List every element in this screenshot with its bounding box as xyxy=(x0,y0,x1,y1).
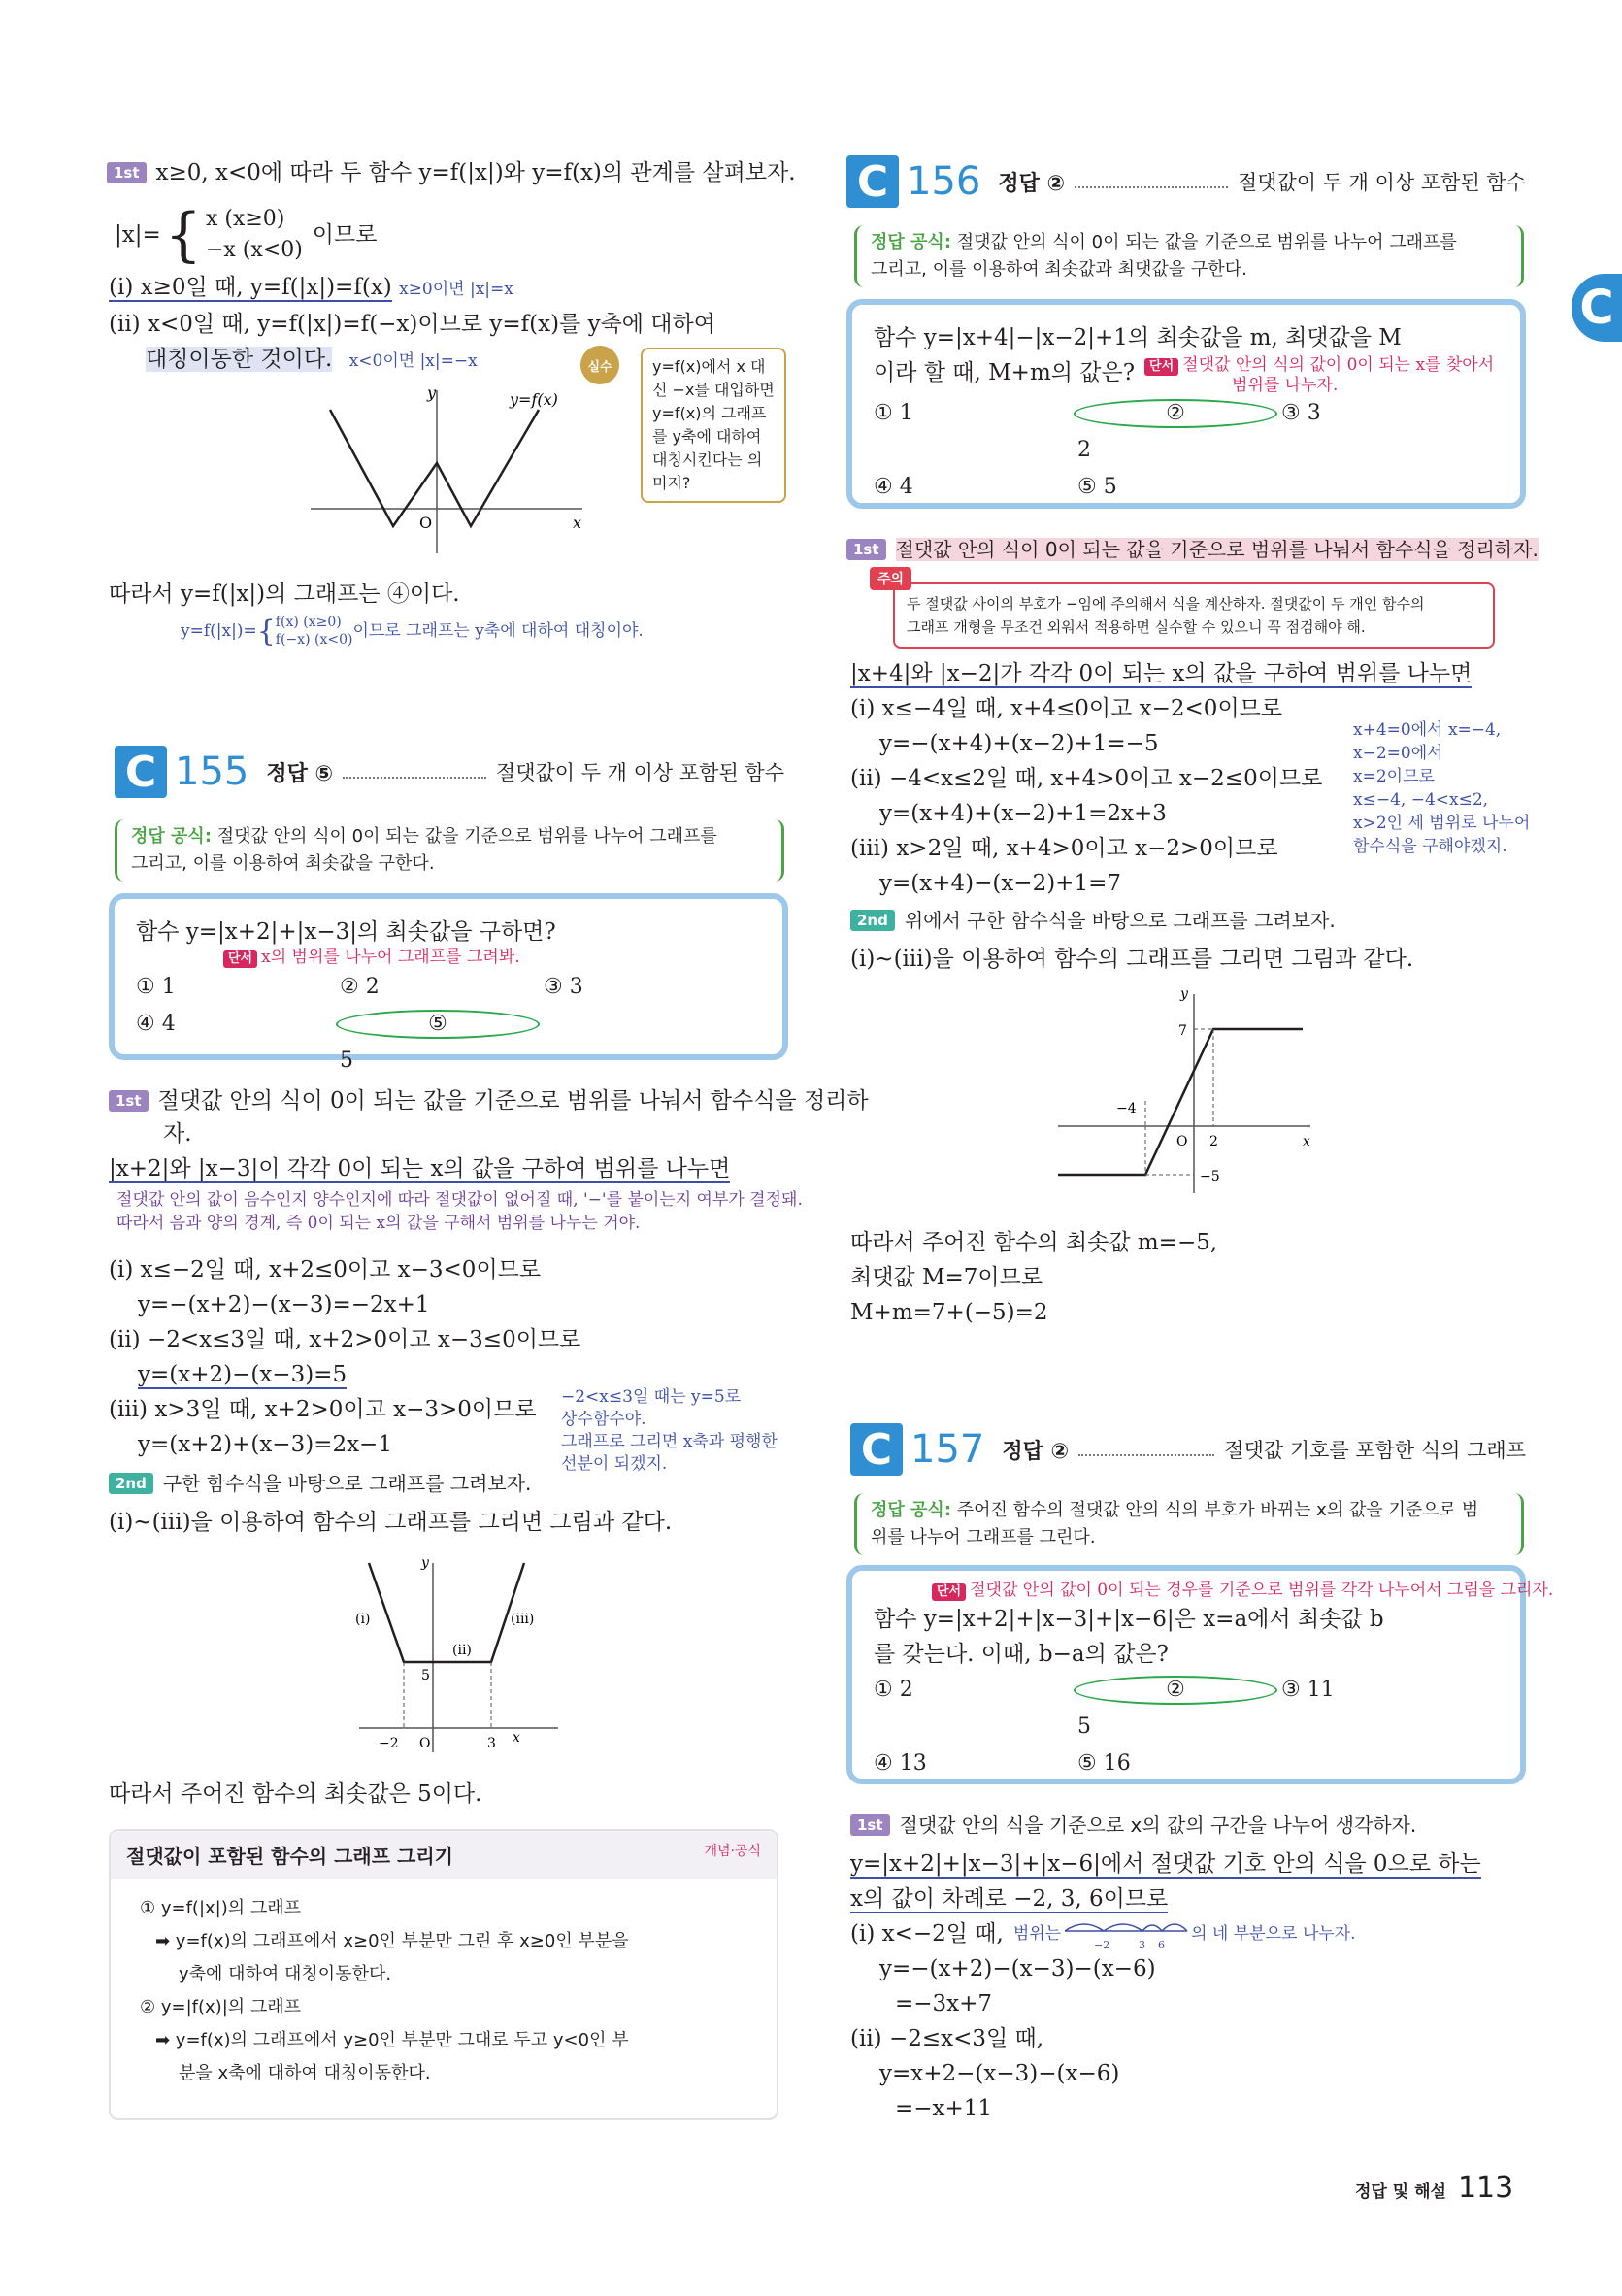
concept-box: 절댓값이 포함된 함수의 그래프 그리기 개념·공식 ① y=f(|x|)의 그래프 ➡ y=f(x)의 그래프에서 x≥0인 부분만 그린 후 x≥0인 부분을 y축에 대하여 대칭이동한다. ② y=|f(x)|의 그래프 ➡ y=f(x)의 그래프에서 y≥0인 부분만 그대로 두고 y<0인 부 분을 x축에 대하여 대칭이동한다. xyxy=(109,1829,778,2120)
case-ii: (ii) x<0일 때, y=f(|x|)=f(−x)이므로 y=f(x)를 y축에 대하여 xyxy=(109,312,715,337)
q157-option-5[interactable]: ⑤ 16 xyxy=(1077,1751,1131,1776)
g1-fx-label: y=f(x) xyxy=(510,390,558,409)
q155-case-iii-eq: y=(x+2)+(x−3)=2x−1 xyxy=(138,1432,392,1457)
q155-case-i-eq: y=−(x+2)−(x−3)=−2x+1 xyxy=(138,1292,430,1317)
q156-s2-a: (i)~(iii)을 이용하여 함수의 그래프를 그리면 그림과 같다. xyxy=(850,947,1414,972)
q157-option-4[interactable]: ④ 13 xyxy=(874,1751,927,1776)
q157-options-row1 xyxy=(874,1672,1499,1746)
p1-conc-note: y=f(|x|)= { f(x) (x≥0) f(−x) (x<0) 이므로 그래프는 y축에 대하여 대칭이야. xyxy=(181,614,644,649)
chapter-tab: C xyxy=(1572,274,1622,342)
q156-s1-a: |x+4|와 |x−2|가 각각 0이 되는 x의 값을 구하여 범위를 나누면 xyxy=(850,661,1473,686)
q156-options-row1 xyxy=(874,395,1499,469)
g155-origin: O xyxy=(419,1736,431,1751)
concept-tag: 개념·공식 xyxy=(704,1844,761,1859)
g156-ylabel: y xyxy=(1180,986,1188,1002)
g1-ylabel: y xyxy=(427,383,437,402)
q155-question: 함수 y=|x+2|+|x−3|의 최솟값을 구하면? xyxy=(136,919,556,945)
answer-check-icon: ② xyxy=(1074,1676,1277,1705)
q156-conc-c: M+m=7+(−5)=2 xyxy=(850,1300,1048,1325)
q156-s1: 1st 절댓값 안의 식이 0이 되는 값을 기준으로 범위를 나눠서 함수식을 정리하자. xyxy=(846,532,1539,567)
q157-s1-a: y=|x+2|+|x−3|+|x−6|에서 절댓값 기호 안의 식을 0으로 하는 xyxy=(850,1851,1481,1877)
q155-conclusion: 따라서 주어진 함수의 최솟값은 5이다. xyxy=(109,1781,482,1807)
q157-s1-b: x의 값이 차례로 −2, 3, 6이므로 xyxy=(850,1886,1169,1912)
q155-case-iii: (iii) x>3일 때, x+2>0이고 x−3>0이므로 xyxy=(109,1397,537,1422)
q156-question-box: 함수 y=|x+4|−|x−2|+1의 최솟값을 m, 최댓값을 M 이라 할 때, M+m의 값은? 단서 절댓값 안의 식의 값이 0이 되는 x를 찾아서 범위를 나누자. ① 1 ②2 ③ 3 ④ 4 ⑤ 5 xyxy=(846,299,1526,509)
concept-title: 절댓값이 포함된 함수의 그래프 그리기 xyxy=(126,1845,453,1868)
g155-ii: (ii) xyxy=(452,1643,472,1658)
graph-156 xyxy=(1048,984,1330,1198)
q157-case-ii-eq2: =−x+11 xyxy=(895,2096,993,2121)
answer-check-icon: ② xyxy=(1074,399,1277,428)
page-footer xyxy=(1355,2171,1513,2205)
tip-box: y=f(x)에서 x 대신 −x를 대입하면 y=f(x)의 그래프를 y축에 대하여 대칭시킨다는 의미지? xyxy=(641,348,786,503)
q155-option-2[interactable]: ② 2 xyxy=(340,975,380,999)
q157-formula: 정답 공식: 주어진 함수의 절댓값 안의 식의 부호가 바뀌는 x의 값을 기준으로 범 위를 나누어 그래프를 그린다. xyxy=(854,1493,1524,1555)
q156-options-row2 xyxy=(874,469,1499,506)
g155-3: 3 xyxy=(487,1736,496,1751)
section-c-icon: C xyxy=(850,1423,903,1476)
g155-five: 5 xyxy=(421,1668,430,1683)
q156-side-note: x+4=0에서 x=−4, x−2=0에서 x=2이므로 x≤−4, −4<x≤2, x>2인 세 범위로 나누어 함수식을 구해야겠지. xyxy=(1353,720,1531,856)
case-ii-b: 대칭이동한 것이다. x<0이면 |x|=−x xyxy=(146,347,478,372)
q156-case-iii-eq: y=(x+4)−(x−2)+1=7 xyxy=(879,871,1121,896)
q156-header: C 156 정답 ② 절댓값이 두 개 이상 포함된 함수 xyxy=(846,151,1526,212)
range-m2: −2 xyxy=(1094,1939,1110,1950)
q157-case-i-eq2: =−3x+7 xyxy=(895,1991,993,2016)
g156-origin: O xyxy=(1176,1134,1188,1149)
section-c-icon: C xyxy=(846,155,899,208)
intro-line: 1st x≥0, x<0에 따라 두 함수 y=f(|x|)와 y=f(x)의 관계를 살펴보자. xyxy=(107,155,786,190)
abs-def: |x|= { x (x≥0) −x (x<0) 이므로 xyxy=(115,201,378,269)
answer-check-icon: ⑤ xyxy=(336,1010,540,1039)
g156-two: 2 xyxy=(1209,1134,1218,1149)
q156-warning: 두 절댓값 사이의 부호가 −임에 주의해서 식을 계산하자. 절댓값이 두 개인 함수의 그래프 개형을 무조건 외워서 적용하면 실수할 수 있으니 꼭 점검해야 해. xyxy=(893,582,1495,649)
q156-option-5[interactable]: ⑤ 5 xyxy=(1077,475,1117,499)
q155-option-4[interactable]: ④ 4 xyxy=(136,1012,176,1036)
page-number: 113 xyxy=(1457,2171,1514,2205)
q156-case-iii: (iii) x>2일 때, x+4>0이고 x−2>0이므로 xyxy=(850,836,1278,861)
p1-conclusion: 따라서 y=f(|x|)의 그래프는 ④이다. xyxy=(109,582,460,607)
q155-note-a: 절댓값 안의 값이 음수인지 양수인지에 따라 절댓값이 없어질 때, '−'를 붙이는지 여부가 결정돼. xyxy=(116,1190,803,1210)
q155-case-ii-eq: y=(x+2)−(x−3)=5 xyxy=(138,1362,348,1387)
q155-s1-b: 자. xyxy=(163,1121,192,1147)
q155-formula: 정답 공식: 절댓값 안의 식이 0이 되는 값을 기준으로 범위를 나누어 그래프를 그리고, 이를 이용하여 최솟값을 구한다. xyxy=(115,819,784,882)
q156-case-i: (i) x≤−4일 때, x+4≤0이고 x−2<0이므로 xyxy=(850,696,1283,721)
q155-s1-a: |x+2|와 |x−3|이 각각 0이 되는 x의 값을 구하여 범위를 나누면 xyxy=(109,1156,731,1181)
q157-question-box: 단서 절댓값 안의 값이 0이 되는 경우를 기준으로 범위를 각각 나누어서 그림을 그리자. 함수 y=|x+2|+|x−3|+|x−6|은 x=a에서 최솟값 b 를 갖는다. 이때, b−a의 값은? ① 2 ②5 ③ 11 ④ 13 ⑤ 16 xyxy=(846,1565,1526,1784)
q157-option-1[interactable]: ① 2 xyxy=(874,1678,913,1702)
g156-xlabel: x xyxy=(1303,1134,1310,1149)
g155-xlabel: x xyxy=(513,1730,520,1746)
warn-label: 주의 xyxy=(870,567,911,590)
g156-seven: 7 xyxy=(1178,1023,1187,1039)
q157-option-2[interactable]: ②5 xyxy=(1077,1672,1281,1746)
q155-case-ii: (ii) −2<x≤3일 때, x+2>0이고 x−3≤0이므로 xyxy=(109,1327,581,1352)
q157-s1: 1st 절댓값 안의 식을 기준으로 x의 값의 구간을 나누어 생각하자. xyxy=(850,1808,1416,1843)
q155-option-5[interactable]: ⑤5 xyxy=(340,1006,544,1080)
q156-conc-b: 최댓값 M=7이므로 xyxy=(850,1265,1043,1290)
q156-s2: 2nd 위에서 구한 함수식을 바탕으로 그래프를 그려보자. xyxy=(850,903,1336,938)
q155-s2-a: (i)~(iii)을 이용하여 함수의 그래프를 그리면 그림과 같다. xyxy=(109,1510,673,1535)
q156-option-4[interactable]: ④ 4 xyxy=(874,475,913,499)
q155-options-row2 xyxy=(136,1006,761,1080)
q156-case-ii-eq: y=(x+4)+(x−2)+1=2x+3 xyxy=(879,801,1167,826)
q157-case-ii-eq: y=x+2−(x−3)−(x−6) xyxy=(879,2061,1120,2086)
range-3: 3 xyxy=(1139,1939,1146,1950)
q157-case-i: (i) x<−2일 때, 범위는 −2 3 6 의 네 부분으로 나누자. xyxy=(850,1916,1356,1951)
q156-conc-a: 따라서 주어진 함수의 최솟값 m=−5, xyxy=(850,1230,1218,1255)
range-6: 6 xyxy=(1158,1939,1166,1950)
g156-m4: −4 xyxy=(1116,1101,1137,1116)
q157-options-row2 xyxy=(874,1746,1499,1782)
range-arc-diagram xyxy=(1063,1917,1189,1950)
g1-xlabel: x xyxy=(573,514,582,532)
q156-case-i-eq: y=−(x+4)+(x−2)+1=−5 xyxy=(879,731,1159,756)
step-badge: 1st xyxy=(107,162,147,183)
q155-side-note: −2<x≤3일 때는 y=5로 상수함수야. 그래프로 그리면 x축과 평행한 선분이 되겠지. xyxy=(561,1387,778,1474)
q157-question-b: 를 갖는다. 이때, b−a의 값은? xyxy=(874,1642,1169,1667)
q155-option-3[interactable]: ③ 3 xyxy=(544,975,583,999)
graph-155 xyxy=(340,1553,573,1759)
q156-option-1[interactable]: ① 1 xyxy=(874,401,913,425)
q155-question-box: 함수 y=|x+2|+|x−3|의 최솟값을 구하면? 단서 x의 범위를 나누어 그래프를 그려봐. ① 1 ② 2 ③ 3 ④ 4 ⑤5 xyxy=(109,893,788,1060)
q157-option-3[interactable]: ③ 11 xyxy=(1281,1678,1335,1702)
footer-label: 정답 및 해설 xyxy=(1355,2182,1446,2202)
q155-options-row1 xyxy=(136,969,761,1006)
q157-header: C 157 정답 ② 절댓값 기호를 포함한 식의 그래프 xyxy=(850,1419,1526,1480)
tip-badge: 실수 xyxy=(580,346,619,384)
g155-ylabel: y xyxy=(421,1555,429,1571)
q156-option-3[interactable]: ③ 3 xyxy=(1281,401,1321,425)
g155-i: (i) xyxy=(355,1612,371,1627)
q156-question-b: 이라 할 때, M+m의 값은? xyxy=(874,360,1136,385)
q155-option-1[interactable]: ① 1 xyxy=(136,975,176,999)
q157-case-i-eq: y=−(x+2)−(x−3)−(x−6) xyxy=(879,1956,1156,1981)
q156-question-a: 함수 y=|x+4|−|x−2|+1의 최솟값을 m, 최댓값을 M xyxy=(874,325,1402,350)
q155-s2: 2nd 구한 함수식을 바탕으로 그래프를 그려보자. xyxy=(109,1466,531,1501)
g155-m2: −2 xyxy=(379,1736,399,1751)
q157-question-a: 함수 y=|x+2|+|x−3|+|x−6|은 x=a에서 최솟값 b xyxy=(874,1607,1384,1632)
case-i: (i) x≥0일 때, y=f(|x|)=f(x) x≥0이면 |x|=x xyxy=(109,275,513,300)
section-c-icon: C xyxy=(115,746,167,798)
graph-fx xyxy=(291,381,621,555)
left-column xyxy=(107,155,796,190)
q155-note-b: 따라서 음과 양의 경계, 즉 0이 되는 x의 값을 구해서 범위를 나누는 거야. xyxy=(116,1214,641,1233)
q155-header: C 155 정답 ⑤ 절댓값이 두 개 이상 포함된 함수 xyxy=(115,742,784,802)
g156-m5: −5 xyxy=(1200,1169,1220,1184)
g155-iii: (iii) xyxy=(511,1612,535,1627)
q155-case-i: (i) x≤−2일 때, x+2≤0이고 x−3<0이므로 xyxy=(109,1257,542,1282)
g1-origin: O xyxy=(419,514,433,532)
q156-option-2[interactable]: ②2 xyxy=(1077,395,1281,469)
q156-formula: 정답 공식: 절댓값 안의 식이 0이 되는 값을 기준으로 범위를 나누어 그래프를 그리고, 이를 이용하여 최솟값과 최댓값을 구한다. xyxy=(854,225,1524,287)
q155-s1: 1st 절댓값 안의 식이 0이 되는 값을 기준으로 범위를 나눠서 함수식을 정리하 xyxy=(109,1083,869,1118)
q157-case-ii: (ii) −2≤x<3일 때, xyxy=(850,2026,1044,2051)
q156-case-ii: (ii) −4<x≤2일 때, x+4>0이고 x−2≤0이므로 xyxy=(850,766,1323,791)
